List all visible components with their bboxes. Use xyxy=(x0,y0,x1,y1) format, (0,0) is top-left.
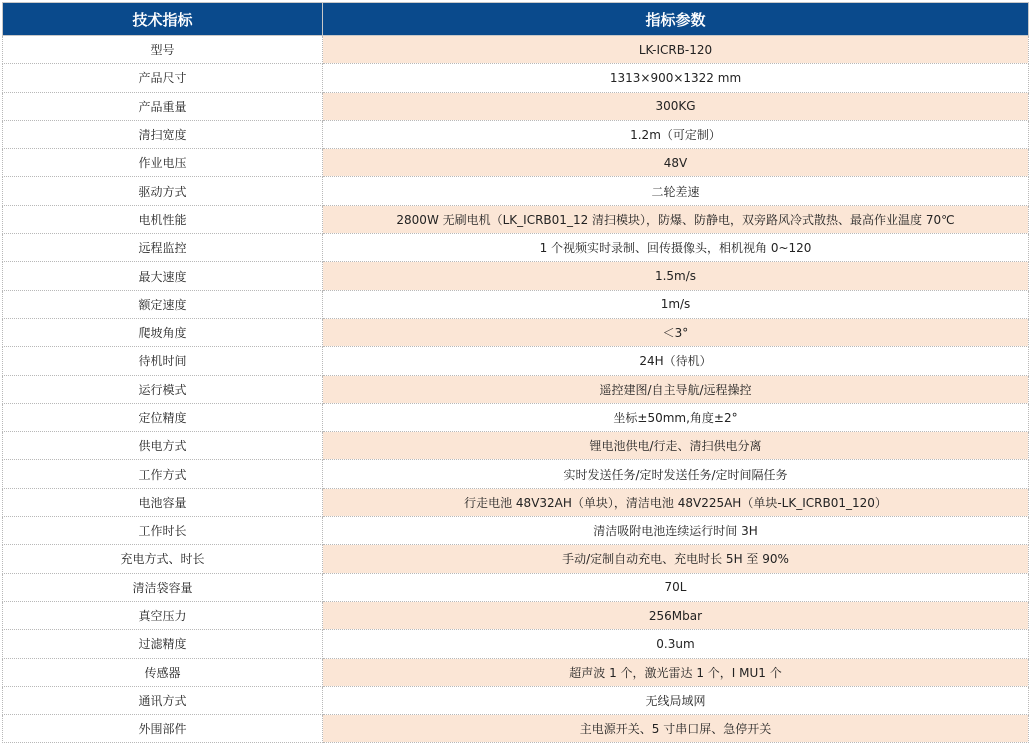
table-row xyxy=(3,715,1029,743)
table-row xyxy=(3,36,1029,64)
table-row xyxy=(3,488,1029,516)
table-row xyxy=(3,234,1029,262)
table-row xyxy=(3,403,1029,431)
table-row xyxy=(3,375,1029,403)
spec-value: 300KG xyxy=(323,92,1029,120)
table-row xyxy=(3,545,1029,573)
table-row xyxy=(3,92,1029,120)
table-row xyxy=(3,205,1029,233)
spec-label: 清洁袋容量 xyxy=(3,573,323,601)
table-row xyxy=(3,630,1029,658)
spec-label: 运行模式 xyxy=(3,375,323,403)
table-row xyxy=(3,517,1029,545)
table-row xyxy=(3,120,1029,148)
table-row xyxy=(3,347,1029,375)
spec-value: 48V xyxy=(323,149,1029,177)
spec-value: 清洁吸附电池连续运行时间 3H xyxy=(323,517,1029,545)
spec-value: 行走电池 48V32AH（单块），清洁电池 48V225AH（单块-LK_ICRB01_120） xyxy=(323,488,1029,516)
spec-label: 电机性能 xyxy=(3,205,323,233)
header-parameter: 指标参数 xyxy=(323,3,1029,36)
spec-value: 超声波 1 个，激光雷达 1 个，I MU1 个 xyxy=(323,658,1029,686)
table-row xyxy=(3,658,1029,686)
spec-value: 锂电池供电/行走、清扫供电分离 xyxy=(323,432,1029,460)
spec-label: 清扫宽度 xyxy=(3,120,323,148)
spec-value: ＜3° xyxy=(323,318,1029,346)
spec-label: 驱动方式 xyxy=(3,177,323,205)
spec-value: 256Mbar xyxy=(323,601,1029,629)
spec-value: 实时发送任务/定时发送任务/定时间隔任务 xyxy=(323,460,1029,488)
spec-value: 70L xyxy=(323,573,1029,601)
spec-label: 工作时长 xyxy=(3,517,323,545)
spec-label: 远程监控 xyxy=(3,234,323,262)
spec-label: 爬坡角度 xyxy=(3,318,323,346)
spec-label: 定位精度 xyxy=(3,403,323,431)
table-row xyxy=(3,177,1029,205)
table-body xyxy=(3,36,1029,743)
table-row xyxy=(3,262,1029,290)
spec-value: 1.5m/s xyxy=(323,262,1029,290)
spec-label: 过滤精度 xyxy=(3,630,323,658)
table-row xyxy=(3,460,1029,488)
spec-label: 额定速度 xyxy=(3,290,323,318)
spec-value: 主电源开关、5 寸串口屏、急停开关 xyxy=(323,715,1029,743)
spec-label: 产品重量 xyxy=(3,92,323,120)
spec-label: 通讯方式 xyxy=(3,686,323,714)
table-header-row xyxy=(3,3,1029,36)
table-row xyxy=(3,318,1029,346)
table-row xyxy=(3,149,1029,177)
spec-label: 型号 xyxy=(3,36,323,64)
spec-label: 工作方式 xyxy=(3,460,323,488)
spec-table-container xyxy=(2,2,1028,743)
table-row xyxy=(3,601,1029,629)
spec-value: 二轮差速 xyxy=(323,177,1029,205)
table-row xyxy=(3,686,1029,714)
spec-value: 2800W 无刷电机（LK_ICRB01_12 清扫模块），防爆、防静电，双旁路风冷式散热、最高作业温度 70℃ xyxy=(323,205,1029,233)
spec-label: 传感器 xyxy=(3,658,323,686)
spec-label: 产品尺寸 xyxy=(3,64,323,92)
spec-label: 供电方式 xyxy=(3,432,323,460)
spec-label: 待机时间 xyxy=(3,347,323,375)
table-row xyxy=(3,432,1029,460)
header-tech-indicator: 技术指标 xyxy=(3,3,323,36)
spec-label: 最大速度 xyxy=(3,262,323,290)
spec-table xyxy=(2,2,1029,743)
spec-value: 遥控建图/自主导航/远程操控 xyxy=(323,375,1029,403)
table-row xyxy=(3,290,1029,318)
spec-value: 1313×900×1322 mm xyxy=(323,64,1029,92)
spec-value: 0.3um xyxy=(323,630,1029,658)
table-row xyxy=(3,573,1029,601)
spec-value: 1.2m（可定制） xyxy=(323,120,1029,148)
spec-value: LK-ICRB-120 xyxy=(323,36,1029,64)
spec-label: 外围部件 xyxy=(3,715,323,743)
spec-value: 24H（待机） xyxy=(323,347,1029,375)
spec-value: 坐标±50mm,角度±2° xyxy=(323,403,1029,431)
spec-value: 1m/s xyxy=(323,290,1029,318)
table-row xyxy=(3,64,1029,92)
spec-label: 充电方式、时长 xyxy=(3,545,323,573)
spec-value: 无线局域网 xyxy=(323,686,1029,714)
spec-label: 真空压力 xyxy=(3,601,323,629)
spec-label: 电池容量 xyxy=(3,488,323,516)
spec-label: 作业电压 xyxy=(3,149,323,177)
spec-value: 手动/定制自动充电、充电时长 5H 至 90% xyxy=(323,545,1029,573)
spec-value: 1 个视频实时录制、回传摄像头，相机视角 0~120 xyxy=(323,234,1029,262)
